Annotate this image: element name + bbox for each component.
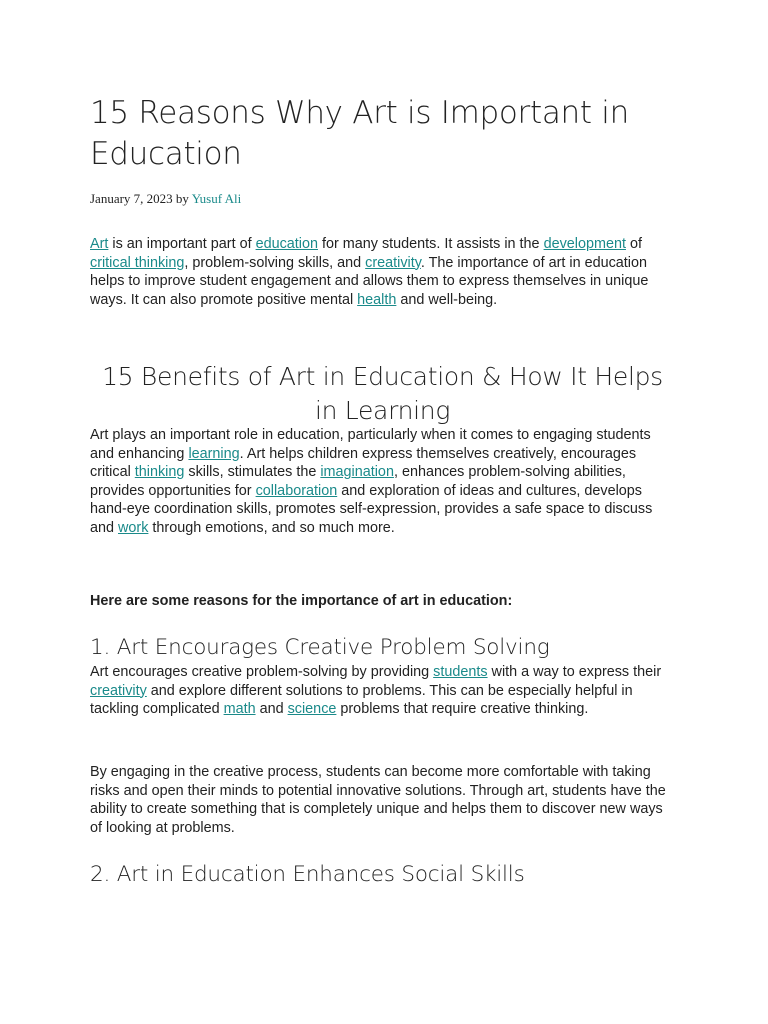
- s1p1-text-3: and explore different solutions to problems. This can be especially helpful in tackling complicated: [90, 682, 633, 718]
- link-art[interactable]: Art: [90, 236, 109, 252]
- benefits-text-3: skills, stimulates the: [184, 464, 321, 481]
- benefits-text-4: , enhances problem-solving abilities, provides opportunities for: [90, 464, 626, 499]
- section-1-heading: 1. Art Encourages Creative Problem Solving: [90, 635, 550, 660]
- intro-text-3: of: [625, 236, 642, 252]
- s1p1-text-4: and: [255, 701, 288, 718]
- link-collaboration[interactable]: collaboration: [255, 482, 338, 499]
- intro-paragraph: [90, 235, 672, 309]
- section-1-paragraph-2: By engaging in the creative process, students can become more comfortable with taking risks and open their minds to potential innovative solutions. Through art, students have the ability to create something that is completely unique and helps them to discover new ways of looking at problems.: [90, 764, 666, 836]
- link-thinking[interactable]: thinking: [134, 464, 185, 481]
- intro-text-5: . The importance of art in education helps to improve student engagement and allows them to express themselves in unique ways. It can also promote positive mental: [90, 254, 649, 308]
- link-education[interactable]: education: [255, 236, 318, 252]
- article-title: 15 Reasons Why Art is Important in Education: [90, 95, 629, 172]
- intro-text-4: , problem-solving skills, and: [184, 254, 366, 271]
- s1p1-text-5: problems that require creative thinking.: [336, 701, 589, 718]
- link-creativity-2[interactable]: creativity: [90, 682, 147, 699]
- s1p1-text-2: with a way to express their: [487, 664, 662, 680]
- intro-text-6: and well-being.: [396, 291, 498, 308]
- link-imagination[interactable]: imagination: [320, 464, 394, 481]
- link-learning[interactable]: learning: [188, 445, 240, 462]
- s1p1-text-1: Art encourages creative problem-solving by providing: [90, 664, 434, 680]
- benefits-text-5: and exploration of ideas and cultures, develops hand-eye coordination skills, promotes self-expression, provides a safe space to discuss and: [90, 482, 653, 536]
- benefits-paragraph: [90, 426, 672, 538]
- link-development[interactable]: development: [543, 236, 626, 252]
- intro-text-2: for many students. It assists in the: [318, 236, 544, 252]
- link-creativity[interactable]: creativity: [365, 254, 421, 271]
- byline: [90, 190, 241, 208]
- link-math[interactable]: math: [223, 701, 256, 718]
- section-1-paragraph-1: [90, 663, 672, 719]
- intro-text-1: is an important part of: [108, 236, 256, 252]
- link-critical-thinking[interactable]: critical thinking: [90, 254, 185, 271]
- publish-date: January 7, 2023 by: [90, 191, 192, 206]
- link-work[interactable]: work: [118, 519, 149, 536]
- author-link[interactable]: Yusuf Ali: [191, 191, 242, 206]
- link-students[interactable]: students: [433, 664, 488, 680]
- reasons-lead-in: Here are some reasons for the importance of art in education:: [90, 593, 513, 609]
- link-science[interactable]: science: [287, 701, 337, 718]
- link-health[interactable]: health: [357, 291, 397, 308]
- benefits-text-1: Art plays an important role in education, particularly when it comes to engaging students and enhancing: [90, 427, 651, 462]
- benefits-heading: 15 Benefits of Art in Education & How It Helps in Learning: [102, 362, 663, 425]
- benefits-text-6: through emotions, and so much more.: [148, 519, 395, 536]
- benefits-text-2: . Art helps children express themselves creatively, encourages critical: [90, 445, 637, 481]
- section-2-heading: 2. Art in Education Enhances Social Skills: [90, 862, 525, 887]
